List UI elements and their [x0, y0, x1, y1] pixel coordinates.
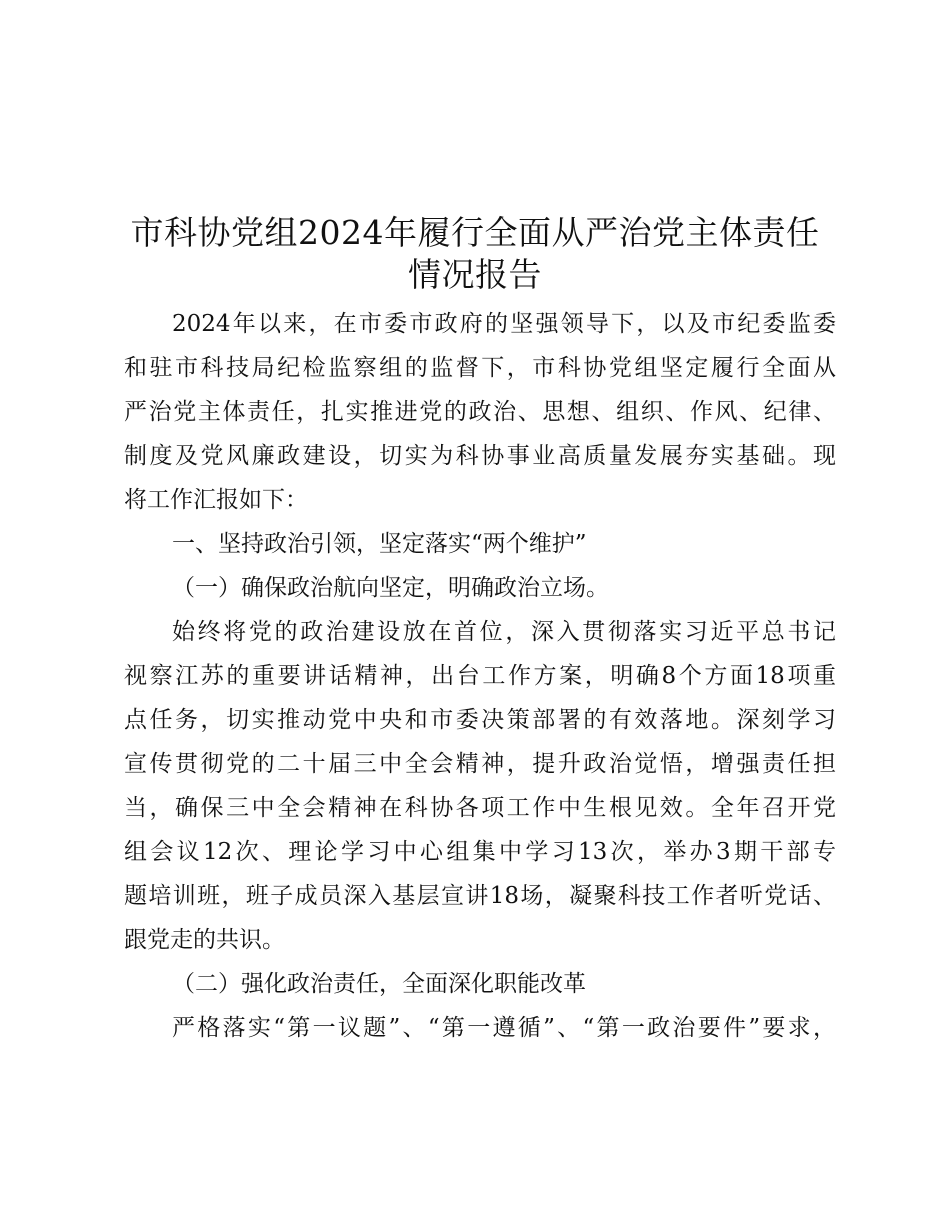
body-line: 当，确保三中全会精神在科协各项工作中生根见效。全年召开党	[124, 795, 836, 821]
subsection-heading: （一）确保政治航向坚定，明确政治立场。	[172, 575, 609, 601]
body-line: 2024年以来，在市委市政府的坚强领导下，以及市纪委监委	[172, 311, 836, 337]
body-line: 将工作汇报如下：	[124, 487, 308, 513]
body-line: 始终将党的政治建设放在首位，深入贯彻落实习近平总书记	[172, 619, 836, 645]
body-line: 严治党主体责任，扎实推进党的政治、思想、组织、作风、纪律、	[124, 399, 836, 425]
body-line: 制度及党风廉政建设，切实为科协事业高质量发展夯实基础。现	[124, 443, 836, 469]
document-title-line-1: 市科协党组2024年履行全面从严治党主体责任	[130, 213, 820, 252]
body-line: 组会议12次、理论学习中心组集中学习13次，举办3期干部专	[124, 839, 836, 865]
body-line: 严格落实“第一议题”、“第一遵循”、“第一政治要件”要求，	[172, 1015, 836, 1041]
document-title-line-2: 情况报告	[408, 255, 542, 294]
body-line: 和驻市科技局纪检监察组的监督下，市科协党组坚定履行全面从	[124, 355, 836, 381]
section-heading: 一、坚持政治引领，坚定落实“两个维护”	[172, 531, 587, 557]
body-line: 视察江苏的重要讲话精神，出台工作方案，明确8个方面18项重	[124, 663, 836, 689]
subsection-heading: （二）强化政治责任，全面深化职能改革	[172, 971, 586, 997]
body-line: 点任务，切实推动党中央和市委决策部署的有效落地。深刻学习	[124, 707, 836, 733]
body-line: 宣传贯彻党的二十届三中全会精神，提升政治觉悟，增强责任担	[124, 751, 836, 777]
body-line: 题培训班，班子成员深入基层宣讲18场，凝聚科技工作者听党话、	[124, 883, 836, 909]
body-line: 跟党走的共识。	[124, 927, 285, 953]
